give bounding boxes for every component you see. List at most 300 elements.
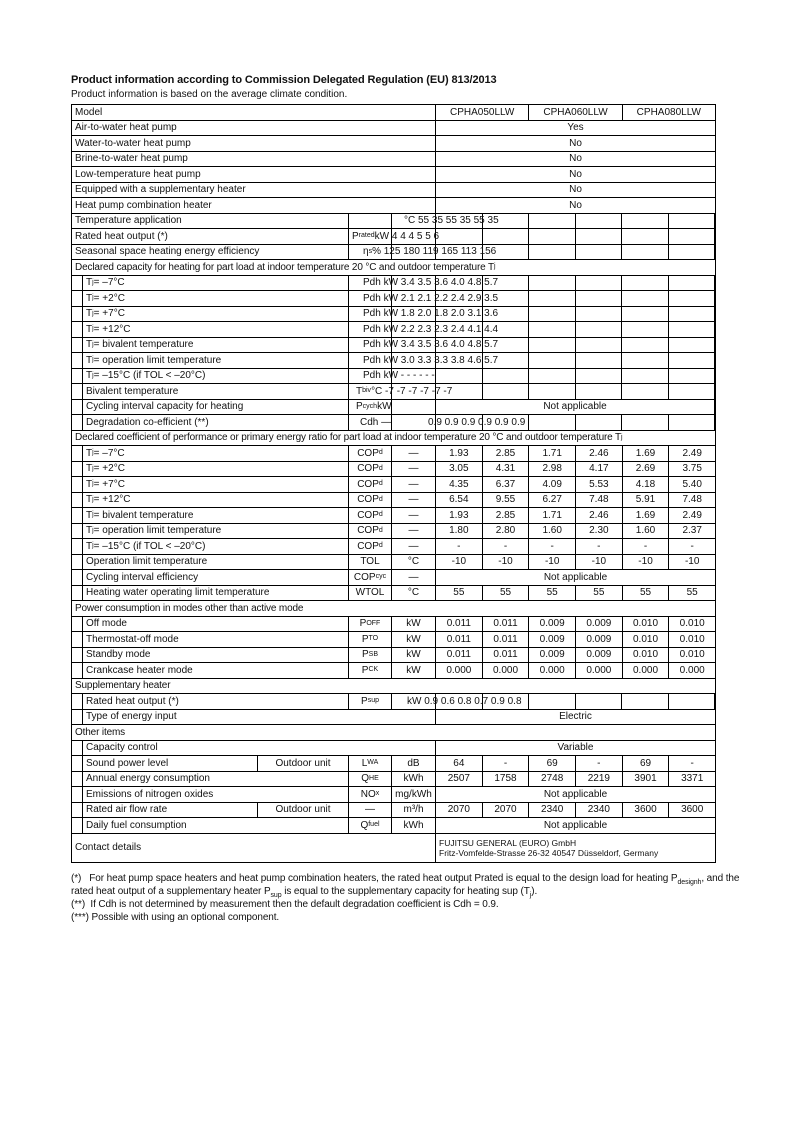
value-cell: 7.48 [682,494,702,506]
value-cell: 4.09 [529,477,576,492]
row-label: Degradation co-efficient (**) [83,415,349,430]
page-title: Product information according to Commission Delegated Regulation (EU) 813/2013 [71,74,497,86]
row-label: T j = +12°C [83,493,349,508]
overflow-values: Cdh — [360,416,392,428]
value-cell: - [436,539,483,554]
table-row [72,539,715,555]
merged-value: Not applicable [436,400,715,415]
value-cell: 0.000 [529,663,576,678]
merged-value: Not applicable [543,571,608,583]
indent-cell [72,322,83,337]
value-cell [622,307,669,322]
table-row [72,834,715,862]
value-cell [669,353,716,368]
value-cell: 4.17 [576,462,623,477]
footnote: (***) Possible with using an optional component. [71,911,280,923]
unit-cell: °C [392,555,436,570]
value-cell: 2219 [576,772,623,787]
table-row [72,772,715,788]
value-cell: 1.93 [436,446,483,461]
row-label: Seasonal space heating energy efficiency [72,245,349,260]
value-cell [669,384,716,399]
value-cell [669,291,716,306]
section-header-row [72,601,715,617]
unit-cell: — [392,508,436,523]
table-row [72,632,715,648]
indent-cell [72,291,83,306]
table-row [72,245,715,261]
indent-cell [72,818,83,833]
value-cell [622,369,669,384]
overflow-values: kW 0.9 0.6 0.8 0.7 0.9 0.8 [407,695,522,707]
row-label: Contact details [72,834,436,862]
value-cell: 2070 [483,803,530,818]
value-cell [483,369,530,384]
table-row [72,322,715,338]
row-label: T j = +2°C [83,291,349,306]
value-cell: 2.49 [682,447,702,459]
indent-cell [72,648,83,663]
symbol-cell: COP cyc [349,570,392,585]
value-cell: 0.009 [576,648,623,663]
value-cell: 0.000 [436,663,483,678]
value-cell: - [576,539,623,554]
section-label: Supplementary heater [75,680,171,692]
row-label: T j = bivalent temperature [83,338,349,353]
value-cell: 0.000 [576,663,623,678]
indent-cell [72,787,83,802]
indent-cell [72,663,83,678]
overflow-values: T biv °C -7 -7 -7 -7 -7 -7 [356,385,453,397]
value-cell [529,229,576,244]
value-cell: 5.40 [682,478,702,490]
row-label: Operation limit temperature [83,555,349,570]
row-label: T j = –15°C (if TOL < –20°C) [83,539,349,554]
value-cell [669,276,716,291]
value-cell: -10 [483,555,530,570]
row-label: Equipped with a supplementary heater [72,183,436,198]
indent-cell [72,415,83,430]
indent-cell [72,384,83,399]
row-label: Capacity control [83,741,436,756]
indent-cell [72,307,83,322]
value-cell [622,694,669,709]
table-row [72,214,715,230]
row-label: Type of energy input [83,710,436,725]
section-header-row [72,431,715,447]
overflow-values: Pdh kW 1.8 2.0 1.8 2.0 3.1 3.6 [363,308,499,320]
merged-value: No [569,153,582,165]
value-cell [483,229,530,244]
indent-cell [72,632,83,647]
value-cell [529,245,576,260]
table-row [72,663,715,679]
indent-cell [72,710,83,725]
table-row [72,787,715,803]
symbol-cell: P CK [349,663,392,678]
table-row [72,694,715,710]
value-cell [576,338,623,353]
value-cell [622,322,669,337]
indent-cell [72,539,83,554]
overflow-values: Pdh kW 2.2 2.3 2.3 2.4 4.1 4.4 [363,323,499,335]
value-cell [576,214,623,229]
value-cell [622,338,669,353]
value-cell: 1.93 [436,508,483,523]
value-cell [576,307,623,322]
value-cell: 3600 [681,804,704,816]
merged-value: Yes [567,122,584,134]
value-cell: 55 [483,586,530,601]
model-name: CPHA050LLW [436,105,529,120]
symbol-cell: L WA [349,756,392,771]
value-cell: 55 [576,586,623,601]
merged-value: Variable [557,742,594,754]
value-cell [622,229,669,244]
value-cell: 2.49 [682,509,702,521]
unit-cell: kW [392,632,436,647]
value-cell [483,384,530,399]
indent-cell [72,400,83,415]
value-cell [669,214,716,229]
value-cell: 3901 [623,772,670,787]
symbol-cell: COP d [349,493,392,508]
overflow-values: 0.9 0.9 0.9 0.9 0.9 0.9 [428,416,526,428]
merged-value: No [569,168,582,180]
table-row [72,152,715,168]
value-cell [529,214,576,229]
row-label: Cycling interval efficiency [83,570,349,585]
symbol-cell: — [349,803,392,818]
value-cell: 2.80 [483,524,530,539]
unit-cell: kWh [392,818,436,833]
value-cell: 1.71 [529,508,576,523]
product-information-table [71,104,716,863]
unit-cell [392,400,436,415]
value-cell: 0.011 [436,617,483,632]
value-cell [576,322,623,337]
value-cell [529,307,576,322]
value-cell [576,415,623,430]
section-header-row [72,679,715,695]
table-row [72,291,715,307]
value-cell: 2507 [436,772,483,787]
value-cell: 0.009 [529,617,576,632]
symbol-cell: Q fuel [349,818,392,833]
value-cell: 6.54 [436,493,483,508]
merged-value: Not applicable [543,819,608,831]
value-cell: 0.009 [529,648,576,663]
value-cell [576,276,623,291]
section-label: Declared coefficient of performance or primary energy ratio for part load at indoor temperature 20 °C and outdoor temperature T j [75,432,623,444]
symbol-cell: COP d [349,462,392,477]
unit-cell: kW [392,648,436,663]
value-cell: - [690,540,694,552]
value-cell: - [483,539,530,554]
indent-cell [72,570,83,585]
value-cell: 0.011 [483,632,530,647]
value-cell: 1.60 [623,524,670,539]
value-cell [529,369,576,384]
value-cell: 2.85 [483,446,530,461]
row-label: T j = +12°C [83,322,349,337]
value-cell: 1.69 [623,508,670,523]
table-row [72,493,715,509]
symbol-cell: COP d [349,508,392,523]
value-cell: 2340 [576,803,623,818]
value-cell: 0.010 [623,632,670,647]
section-header-row [72,260,715,276]
indent-cell [72,617,83,632]
row-label: T j = +7°C [83,307,349,322]
value-cell: 0.010 [679,649,705,661]
value-cell: 2.85 [483,508,530,523]
table-row [72,198,715,214]
value-cell [576,229,623,244]
overflow-values: °C 55 35 55 35 55 35 [404,215,499,227]
symbol-cell: WTOL [349,586,392,601]
row-label: Temperature application [72,214,349,229]
value-cell [436,369,483,384]
row-label: T j = bivalent temperature [83,508,349,523]
model-name: CPHA060LLW [529,105,622,120]
contact-line: FUJITSU GENERAL (EURO) GmbH [439,837,577,848]
unit-cell: — [392,524,436,539]
value-cell: 7.48 [576,493,623,508]
unit-cell: mg/kWh [392,787,436,802]
row-label: Water-to-water heat pump [72,136,436,151]
symbol-cell: COP d [349,446,392,461]
value-cell [669,369,716,384]
indent-cell [72,338,83,353]
value-cell [622,353,669,368]
section-label: Declared capacity for heating for part load at indoor temperature 20 °C and outdoor temperature T j [75,261,496,273]
table-row [72,384,715,400]
row-label: T j = operation limit temperature [83,524,349,539]
value-cell: 3.75 [682,463,702,475]
value-cell: 3.05 [436,462,483,477]
value-cell: 5.53 [576,477,623,492]
value-cell: 2.98 [529,462,576,477]
row-label: Sound power level [83,756,258,771]
indent-cell [72,369,83,384]
value-cell: 1.71 [529,446,576,461]
value-cell: - [529,539,576,554]
table-row [72,369,715,385]
table-row [72,276,715,292]
value-cell: -10 [623,555,670,570]
value-cell: 55 [686,587,698,599]
value-cell: 1.80 [436,524,483,539]
indent-cell [72,772,83,787]
table-row [72,229,715,245]
value-cell: -10 [436,555,483,570]
value-cell: 0.010 [623,648,670,663]
indent-cell [72,555,83,570]
value-cell [669,307,716,322]
value-cell [529,322,576,337]
table-row [72,353,715,369]
row-label: Heat pump combination heater [72,198,436,213]
value-cell [669,322,716,337]
symbol-cell: P OFF [349,617,392,632]
table-row [72,803,715,819]
table-row [72,617,715,633]
footnote: (*) For heat pump space heaters and heat pump combination heaters, the rated heat output Prated is equal to the design load for heating $P_{designh}$, and the rated heat output of a supplementary heater $P_{sup}$ is equal to the supplementary capacity for heating sup $(T_j)$. [71,872,740,899]
value-cell: 0.009 [576,632,623,647]
row-label: T j = –7°C [83,276,349,291]
value-cell: 55 [436,586,483,601]
row-label: T j = –7°C [83,446,349,461]
value-cell: 6.27 [529,493,576,508]
row-label: T j = +2°C [83,462,349,477]
value-cell: 69 [529,756,576,771]
unit-cell: kW [392,663,436,678]
value-cell: 0.000 [679,664,705,676]
table-row [72,756,715,772]
value-cell [436,229,483,244]
value-cell: 1758 [483,772,530,787]
symbol-cell: TOL [349,555,392,570]
table-row [72,136,715,152]
value-cell [622,291,669,306]
value-cell: 2.37 [682,525,702,537]
value-cell: 0.010 [679,618,705,630]
value-cell: 2.46 [576,508,623,523]
symbol-cell: P sup [349,694,392,709]
merged-value: No [569,199,582,211]
indent-cell [72,756,83,771]
value-cell: - [690,757,694,769]
table-row [72,508,715,524]
value-cell: 4.31 [483,462,530,477]
row-label: Cycling interval capacity for heating [83,400,349,415]
table-row [72,648,715,664]
value-cell: 0.011 [436,632,483,647]
merged-value: Not applicable [543,788,608,800]
unit-cell: — [392,462,436,477]
merged-value: Electric [559,711,592,723]
overflow-values: P rated kW 4 4 4 5 5 6 [352,230,440,242]
contact-details [436,834,715,862]
value-cell [576,245,623,260]
value-cell: 0.009 [529,632,576,647]
row-label: Off mode [83,617,349,632]
overflow-values: Pdh kW 3.4 3.5 3.6 4.0 4.8 5.7 [363,277,499,289]
row-label: Model [72,105,436,120]
value-cell: 2340 [529,803,576,818]
value-cell [529,415,576,430]
table-row [72,741,715,757]
table-row [72,555,715,571]
value-cell: 4.35 [436,477,483,492]
overflow-values: Pdh kW 3.4 3.5 3.6 4.0 4.8 5.7 [363,339,499,351]
value-cell: 55 [623,586,670,601]
value-cell [576,291,623,306]
value-cell: 2.30 [576,524,623,539]
value-cell [622,245,669,260]
value-cell [529,384,576,399]
unit-cell: m³/h [392,803,436,818]
indent-cell [72,524,83,539]
value-cell: -10 [684,556,700,568]
row-label: Emissions of nitrogen oxides [83,787,349,802]
table-row [72,338,715,354]
contact-line: Fritz-Vomfelde-Strasse 26-32 40547 Düsseldorf, Germany [439,847,659,858]
value-cell [529,291,576,306]
unit-cell: kW [392,617,436,632]
value-cell [529,694,576,709]
section-label: Power consumption in modes other than active mode [75,602,304,614]
symbol-cell: Q HE [349,772,392,787]
row-label: Thermostat-off mode [83,632,349,647]
table-row [72,477,715,493]
table-row [72,121,715,137]
value-cell: - [623,539,670,554]
value-cell: 3600 [623,803,670,818]
value-cell: 0.000 [483,663,530,678]
value-cell [669,245,716,260]
value-cell [669,415,716,430]
value-cell [576,694,623,709]
indent-cell [72,803,83,818]
unit-cell: kWh [392,772,436,787]
value-cell: 64 [436,756,483,771]
value-cell: 0.010 [679,633,705,645]
table-row [72,570,715,586]
value-cell: 0.000 [623,663,670,678]
overflow-values: Pdh kW 2.1 2.1 2.2 2.4 2.9 3.5 [363,292,499,304]
value-cell: 9.55 [483,493,530,508]
value-cell: -10 [576,555,623,570]
merged-value: No [569,184,582,196]
symbol-cell: P TO [349,632,392,647]
overflow-values: P cych kW [356,401,392,413]
value-cell: 1.60 [529,524,576,539]
outdoor-unit-cell: Outdoor unit [258,803,349,818]
overflow-values: η s % 125 180 119 165 113 156 [363,246,497,258]
value-cell: 2.46 [576,446,623,461]
table-row [72,818,715,834]
value-cell [669,229,716,244]
value-cell [576,369,623,384]
indent-cell [72,462,83,477]
model-name: CPHA080LLW [636,106,701,118]
indent-cell [72,493,83,508]
table-row [72,105,715,121]
value-cell [622,384,669,399]
section-label: Other items [75,726,126,738]
value-cell: 1.69 [623,446,670,461]
indent-cell [72,694,83,709]
symbol-cell: NO x [349,787,392,802]
table-row [72,462,715,478]
section-header-row [72,725,715,741]
value-cell [669,694,716,709]
value-cell: 0.009 [576,617,623,632]
table-row [72,710,715,726]
value-cell: - [576,756,623,771]
table-row [72,307,715,323]
symbol-cell: COP d [349,524,392,539]
row-label: Crankcase heater mode [83,663,349,678]
row-label: Daily fuel consumption [83,818,349,833]
value-cell: 55 [529,586,576,601]
row-label: Rated heat output (*) [72,229,349,244]
unit-cell: dB [392,756,436,771]
value-cell: - [483,756,530,771]
merged-value: No [569,137,582,149]
